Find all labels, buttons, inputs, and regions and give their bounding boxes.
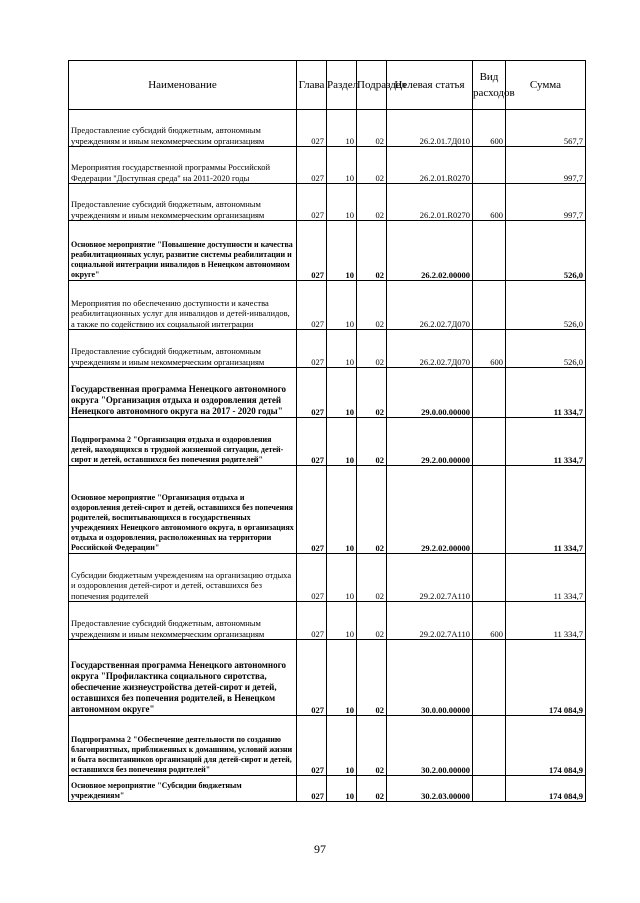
row-glava: 027 [297,640,327,716]
row-razdel: 10 [327,330,357,368]
row-sum: 11 334,7 [506,466,586,554]
row-sum: 174 084,9 [506,776,586,802]
row-podrazdel: 02 [357,110,387,147]
row-vid: 600 [473,330,506,368]
header-podrazdel: Подраздел [357,61,387,110]
row-sum: 526,0 [506,221,586,281]
row-podrazdel: 02 [357,147,387,184]
row-target: 26.2.01.7Д010 [387,110,473,147]
row-target: 26.2.02.7Д070 [387,330,473,368]
row-podrazdel: 02 [357,716,387,776]
row-target: 30.2.00.00000 [387,716,473,776]
row-vid [473,466,506,554]
row-vid [473,147,506,184]
row-razdel: 10 [327,418,357,466]
row-name: Предоставление субсидий бюджетным, автономным учреждениям и иным некоммерческим организациям [69,330,297,368]
table-row [69,716,586,776]
row-razdel: 10 [327,466,357,554]
row-razdel: 10 [327,554,357,602]
row-glava: 027 [297,466,327,554]
row-sum: 11 334,7 [506,602,586,640]
row-name: Предоставление субсидий бюджетным, автономным учреждениям и иным некоммерческим организациям [69,184,297,221]
row-glava: 027 [297,418,327,466]
row-podrazdel: 02 [357,330,387,368]
row-podrazdel: 02 [357,368,387,418]
row-sum: 526,0 [506,330,586,368]
row-podrazdel: 02 [357,184,387,221]
header-name: Наименование [69,61,297,110]
table-row [69,466,586,554]
row-glava: 027 [297,602,327,640]
row-name: Государственная программа Ненецкого автономного округа "Организация отдыха и оздоровления детей Ненецкого автономного округа на 2017 - 2020 годы" [69,368,297,418]
row-podrazdel: 02 [357,554,387,602]
header-target: Целевая статья [387,61,473,110]
row-sum: 526,0 [506,281,586,330]
table-row [69,330,586,368]
header-razdel: Раздел [327,61,357,110]
row-name: Государственная программа Ненецкого автономного округа "Профилактика социального сиротства, обеспечение жизнеустройства детей-сирот и детей, оставшихся без попечения родителей, в Ненецком автономном округе" [69,640,297,716]
row-name: Основное мероприятие "Организация отдыха и оздоровления детей-сирот и детей, оставшихся без попечения родителей, воспитывающихся в государственных учреждениях Ненецкого автономного округа, в организациях отдыха и оздоровления, расположенных на территории Российской Федерации" [69,466,297,554]
row-target: 29.2.02.7А110 [387,602,473,640]
row-vid [473,281,506,330]
row-razdel: 10 [327,368,357,418]
row-podrazdel: 02 [357,221,387,281]
row-name: Основное мероприятие "Повышение доступности и качества реабилитационных услуг, развитие системы реабилитации и социальной интеграции инвалидов в Ненецком автономном округе" [69,221,297,281]
row-vid [473,554,506,602]
row-target: 26.2.01.R0270 [387,147,473,184]
row-vid [473,776,506,802]
row-target: 26.2.02.7Д070 [387,281,473,330]
row-glava: 027 [297,221,327,281]
row-podrazdel: 02 [357,602,387,640]
row-razdel: 10 [327,776,357,802]
row-glava: 027 [297,330,327,368]
table-row [69,602,586,640]
row-target: 26.2.01.R0270 [387,184,473,221]
row-vid: 600 [473,184,506,221]
row-target: 29.0.00.00000 [387,368,473,418]
row-podrazdel: 02 [357,640,387,716]
row-razdel: 10 [327,184,357,221]
row-name: Предоставление субсидий бюджетным, автономным учреждениям и иным некоммерческим организациям [69,602,297,640]
budget-table [68,60,586,802]
row-name: Мероприятия по обеспечению доступности и качества реабилитационных услуг для инвалидов и детей-инвалидов, а также по содействию их социальной интеграции [69,281,297,330]
row-name: Подпрограмма 2 "Организация отдыха и оздоровления детей, находящихся в трудной жизненной ситуации, детей-сирот и детей, оставшихся без попечения родителей" [69,418,297,466]
row-name: Предоставление субсидий бюджетным, автономным учреждениям и иным некоммерческим организациям [69,110,297,147]
row-glava: 027 [297,110,327,147]
table-row [69,147,586,184]
row-sum: 174 084,9 [506,716,586,776]
row-vid [473,418,506,466]
row-podrazdel: 02 [357,776,387,802]
row-razdel: 10 [327,640,357,716]
row-glava: 027 [297,554,327,602]
row-target: 30.0.00.00000 [387,640,473,716]
row-glava: 027 [297,147,327,184]
table-row [69,221,586,281]
row-vid [473,221,506,281]
row-vid [473,716,506,776]
table-row [69,368,586,418]
row-target: 26.2.02.00000 [387,221,473,281]
row-podrazdel: 02 [357,466,387,554]
row-sum: 11 334,7 [506,554,586,602]
row-glava: 027 [297,776,327,802]
table-row [69,554,586,602]
row-sum: 11 334,7 [506,368,586,418]
table-row [69,281,586,330]
row-name: Мероприятия государственной программы Российской Федерации "Доступная среда" на 2011-2020 годы [69,147,297,184]
row-razdel: 10 [327,110,357,147]
row-glava: 027 [297,281,327,330]
row-vid: 600 [473,110,506,147]
page-number: 97 [314,842,326,856]
row-podrazdel: 02 [357,418,387,466]
table-row [69,776,586,802]
row-razdel: 10 [327,602,357,640]
header-sum: Сумма [506,61,586,110]
table-header [69,61,586,110]
row-target: 29.2.00.00000 [387,418,473,466]
row-razdel: 10 [327,147,357,184]
header-glava: Глава [297,61,327,110]
row-name: Основное мероприятие "Субсидии бюджетным учреждениям" [69,776,297,802]
row-target: 30.2.03.00000 [387,776,473,802]
row-name: Субсидии бюджетным учреждениям на организацию отдыха и оздоровления детей-сирот и детей, оставшихся без попечения родителей [69,554,297,602]
row-vid [473,640,506,716]
row-podrazdel: 02 [357,281,387,330]
table-row [69,110,586,147]
header-vid: Вид расходов [473,61,506,110]
table-row [69,640,586,716]
row-target: 29.2.02.7А110 [387,554,473,602]
row-glava: 027 [297,184,327,221]
row-sum: 11 334,7 [506,418,586,466]
table-row [69,184,586,221]
row-glava: 027 [297,368,327,418]
row-sum: 567,7 [506,110,586,147]
row-sum: 997,7 [506,147,586,184]
row-vid [473,368,506,418]
row-sum: 174 084,9 [506,640,586,716]
row-razdel: 10 [327,221,357,281]
row-glava: 027 [297,716,327,776]
table-row [69,418,586,466]
row-sum: 997,7 [506,184,586,221]
row-razdel: 10 [327,281,357,330]
row-target: 29.2.02.00000 [387,466,473,554]
row-razdel: 10 [327,716,357,776]
row-vid: 600 [473,602,506,640]
row-name: Подпрограмма 2 "Обеспечение деятельности по созданию благоприятных, приближенных к домашним, условий жизни и быта воспитанников организаций для детей-сирот и детей, оставшихся без попечения родителей" [69,716,297,776]
